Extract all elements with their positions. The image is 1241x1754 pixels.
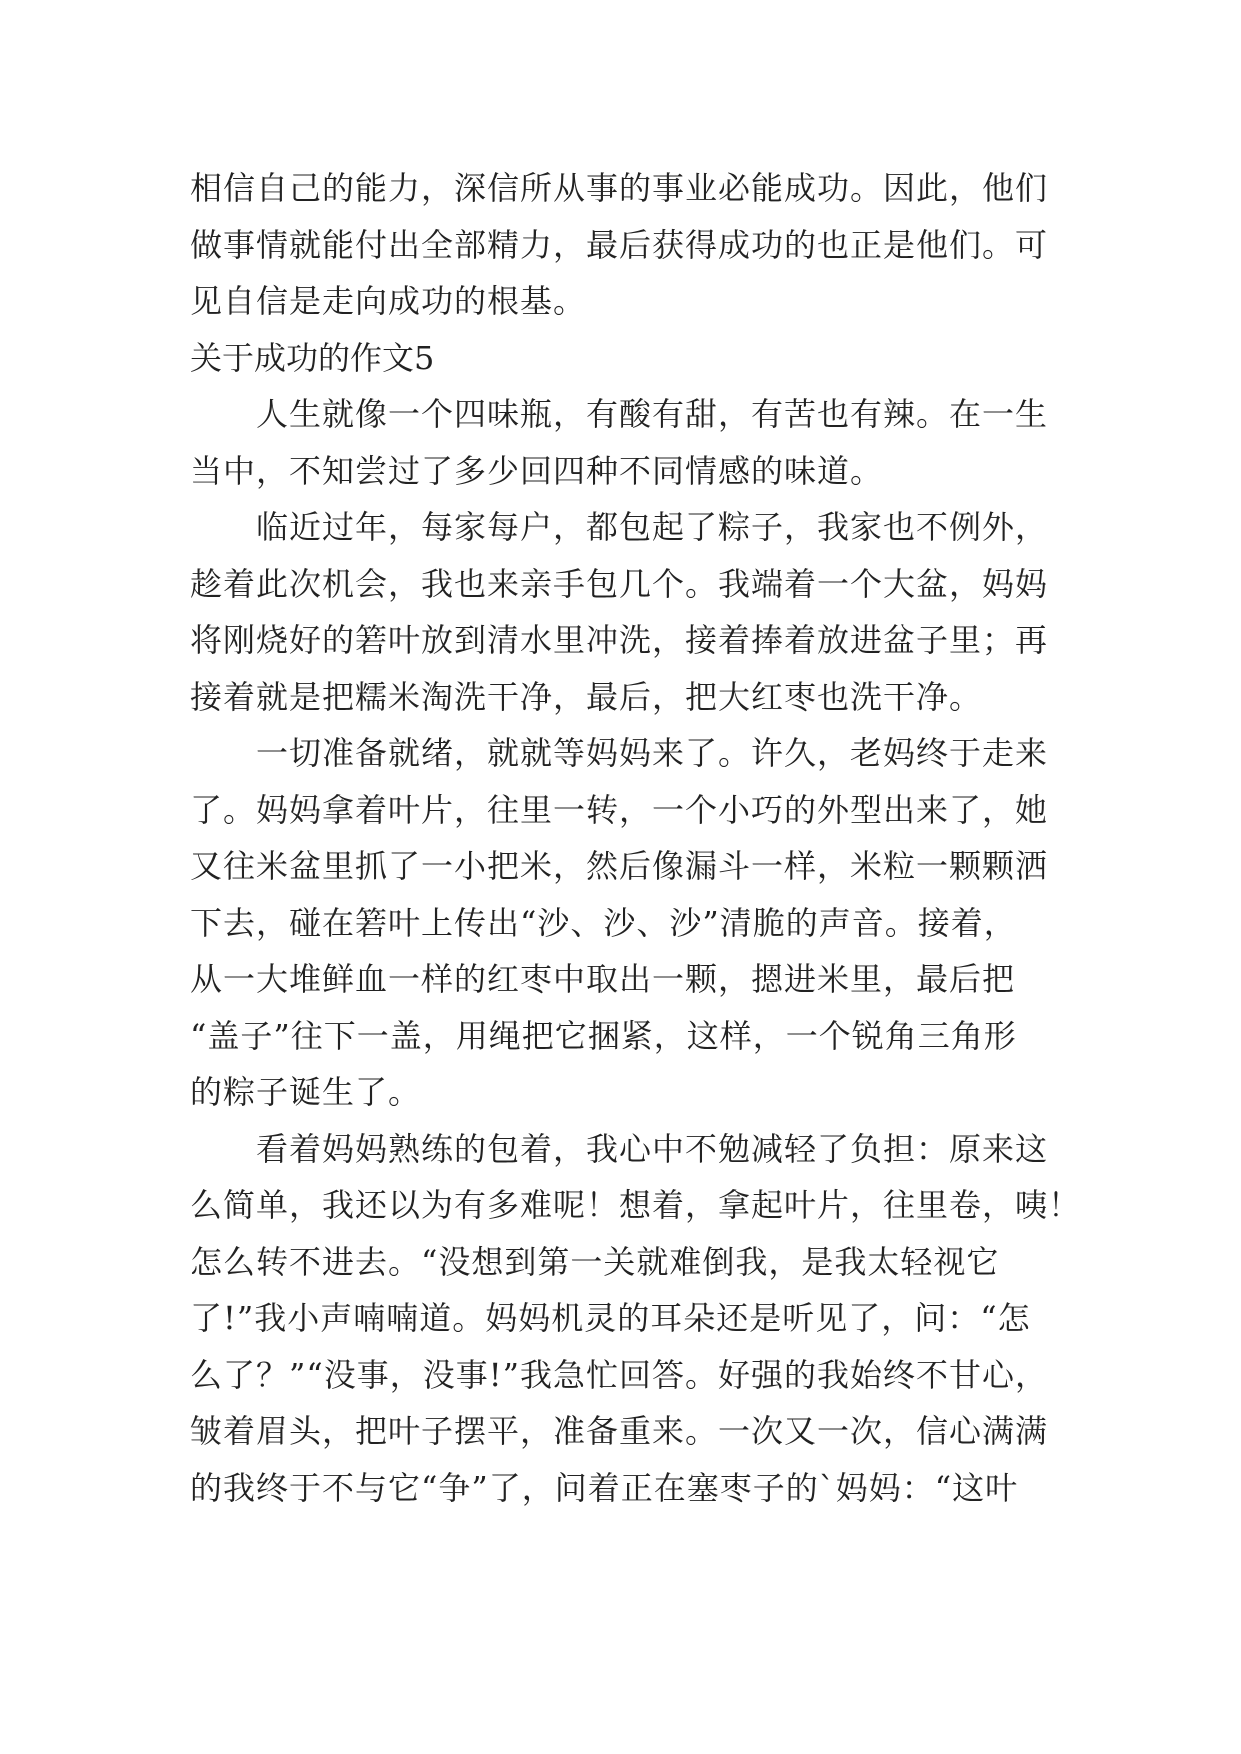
text-line: 当中，不知尝过了多少回四种不同情感的味道。 [190,451,884,490]
text-line: 了!”我小声喃喃道。妈妈机灵的耳朵还是听见了，问：“怎 [190,1299,1031,1337]
text-line: 么了？”“没事，没事!”我急忙回答。好强的我始终不甘心， [190,1355,1048,1394]
text-line: 的我终于不与它“争”了，问着正在塞枣子的`妈妈：“这叶 [190,1468,1019,1507]
text-line: 么简单，我还以为有多难呢！想着，拿起叶片，往里卷，咦！ [190,1186,1082,1224]
text-line: 怎么转不进去。“没想到第一关就难倒我，是我太轻视它 [190,1242,1000,1281]
text-line: 将刚烧好的箬叶放到清水里冲洗，接着捧着放进盆子里；再 [190,621,1049,659]
text-line: 看着妈妈熟练的包着，我心中不勉减轻了负担：原来这 [190,1129,1049,1168]
text-line: 的粽子诞生了。 [190,1073,422,1111]
text-line: 一切准备就绪，就就等妈妈来了。许久，老妈终于走来 [190,734,1049,772]
text-line: 人生就像一个四味瓶，有酸有甜，有苦也有辣。在一生 [190,395,1049,433]
text-line: 趁着此次机会，我也来亲手包几个。我端着一个大盆，妈妈 [190,564,1049,603]
text-line: “盖子”往下一盖，用绳把它捆紧，这样，一个锐角三角形 [190,1016,1017,1055]
text-line: 临近过年，每家每户，都包起了粽子，我家也不例外， [190,508,1049,546]
text-line: 又往米盆里抓了一小把米，然后像漏斗一样，米粒一颗颗洒 [190,847,1049,885]
document-body [190,160,1082,1516]
text-line: 相信自己的能力，深信所从事的事业必能成功。因此，他们 [190,169,1049,207]
text-line: 见自信是走向成功的根基。 [190,282,587,320]
section-heading: 关于成功的作文5 [190,338,435,377]
text-line: 做事情就能付出全部精力，最后获得成功的也正是他们。可 [190,225,1049,264]
text-line: 接着就是把糯米淘洗干净，最后，把大红枣也洗干净。 [190,677,983,716]
text-line: 皱着眉头，把叶子摆平，准备重来。一次又一次，信心满满 [190,1412,1049,1450]
text-line: 下去，碰在箬叶上传出“沙、沙、沙”清脆的声音。接着， [190,903,1017,942]
text-line: 了。妈妈拿着叶片，往里一转，一个小巧的外型出来了，她 [190,790,1049,829]
text-line: 从一大堆鲜血一样的红枣中取出一颗，摁进米里，最后把 [190,960,1016,998]
